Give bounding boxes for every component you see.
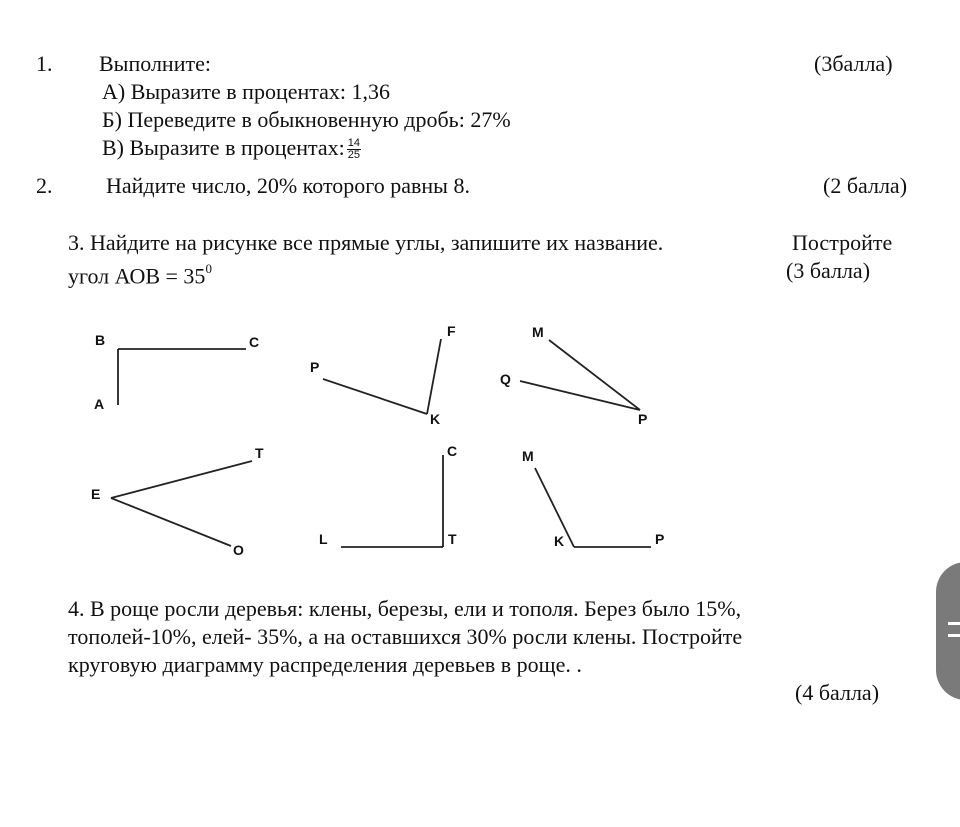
angle-mkp [522, 448, 664, 549]
angle-teo [91, 445, 264, 558]
label-e: E [91, 486, 101, 502]
label-c: C [249, 334, 260, 350]
task3-angle-text: угол АОВ = 35 [68, 263, 206, 289]
menu-lines-icon [948, 622, 960, 625]
label-l: L [319, 531, 328, 547]
task2-text: Найдите число, 20% которого равны 8. [106, 173, 470, 198]
label-k: K [430, 411, 441, 427]
task3-points: (3 балла) [786, 258, 871, 283]
task1-points: (3балла) [814, 51, 893, 76]
label-q: Q [500, 371, 511, 387]
label-p: P [310, 359, 320, 375]
label-b: B [95, 332, 106, 348]
task3-line1-right: Постройте [792, 230, 893, 255]
ray-kf [427, 339, 441, 414]
task1-item-c-prefix: В) Выразите в процентах: [102, 135, 345, 160]
label-a: A [94, 396, 105, 412]
angle-bac [94, 332, 259, 412]
side-menu-tab[interactable] [936, 562, 960, 700]
task1-item-b: Б) Переведите в обыкновенную дробь: 27% [102, 107, 511, 132]
label-m: M [532, 324, 544, 340]
label-t2: T [448, 531, 457, 547]
degree-superscript: 0 [205, 261, 212, 276]
label-p2: P [638, 411, 648, 427]
task2-number: 2. [36, 173, 53, 198]
angle-pkf [310, 323, 456, 427]
menu-lines-icon-bar [948, 634, 960, 637]
fraction-denominator: 25 [347, 149, 361, 162]
label-o: O [233, 542, 244, 558]
label-f: F [447, 323, 456, 339]
task4-points: (4 балла) [795, 680, 880, 705]
angle-mpq [500, 324, 647, 427]
fraction-numerator: 14 [347, 137, 361, 150]
task1-number: 1. [36, 51, 53, 76]
task4-line3: круговую диаграмму распределения деревьев в роще. . [68, 652, 582, 677]
task1-item-a: А) Выразите в процентах: 1,36 [102, 79, 391, 104]
task2-points: (2 балла) [823, 173, 908, 198]
ray-et [111, 461, 252, 498]
label-t: T [255, 445, 264, 461]
label-m2: M [522, 448, 534, 464]
label-c2: C [447, 443, 458, 459]
task3-line1: 3. Найдите на рисунке все прямые углы, запишите их название. [68, 230, 664, 255]
ray-kp [323, 379, 427, 414]
label-k2: K [554, 533, 565, 549]
task1-title: Выполните: [99, 51, 211, 76]
task4-line1: 4. В роще росли деревья: клены, березы, ели и тополя. Берез было 15%, [68, 596, 742, 621]
task4-line2: тополей-10%, елей- 35%, а на оставшихся 30% росли клены. Постройте [68, 624, 743, 649]
ray-eo [111, 498, 231, 546]
angle-ltc [319, 443, 457, 547]
label-p3: P [655, 531, 665, 547]
